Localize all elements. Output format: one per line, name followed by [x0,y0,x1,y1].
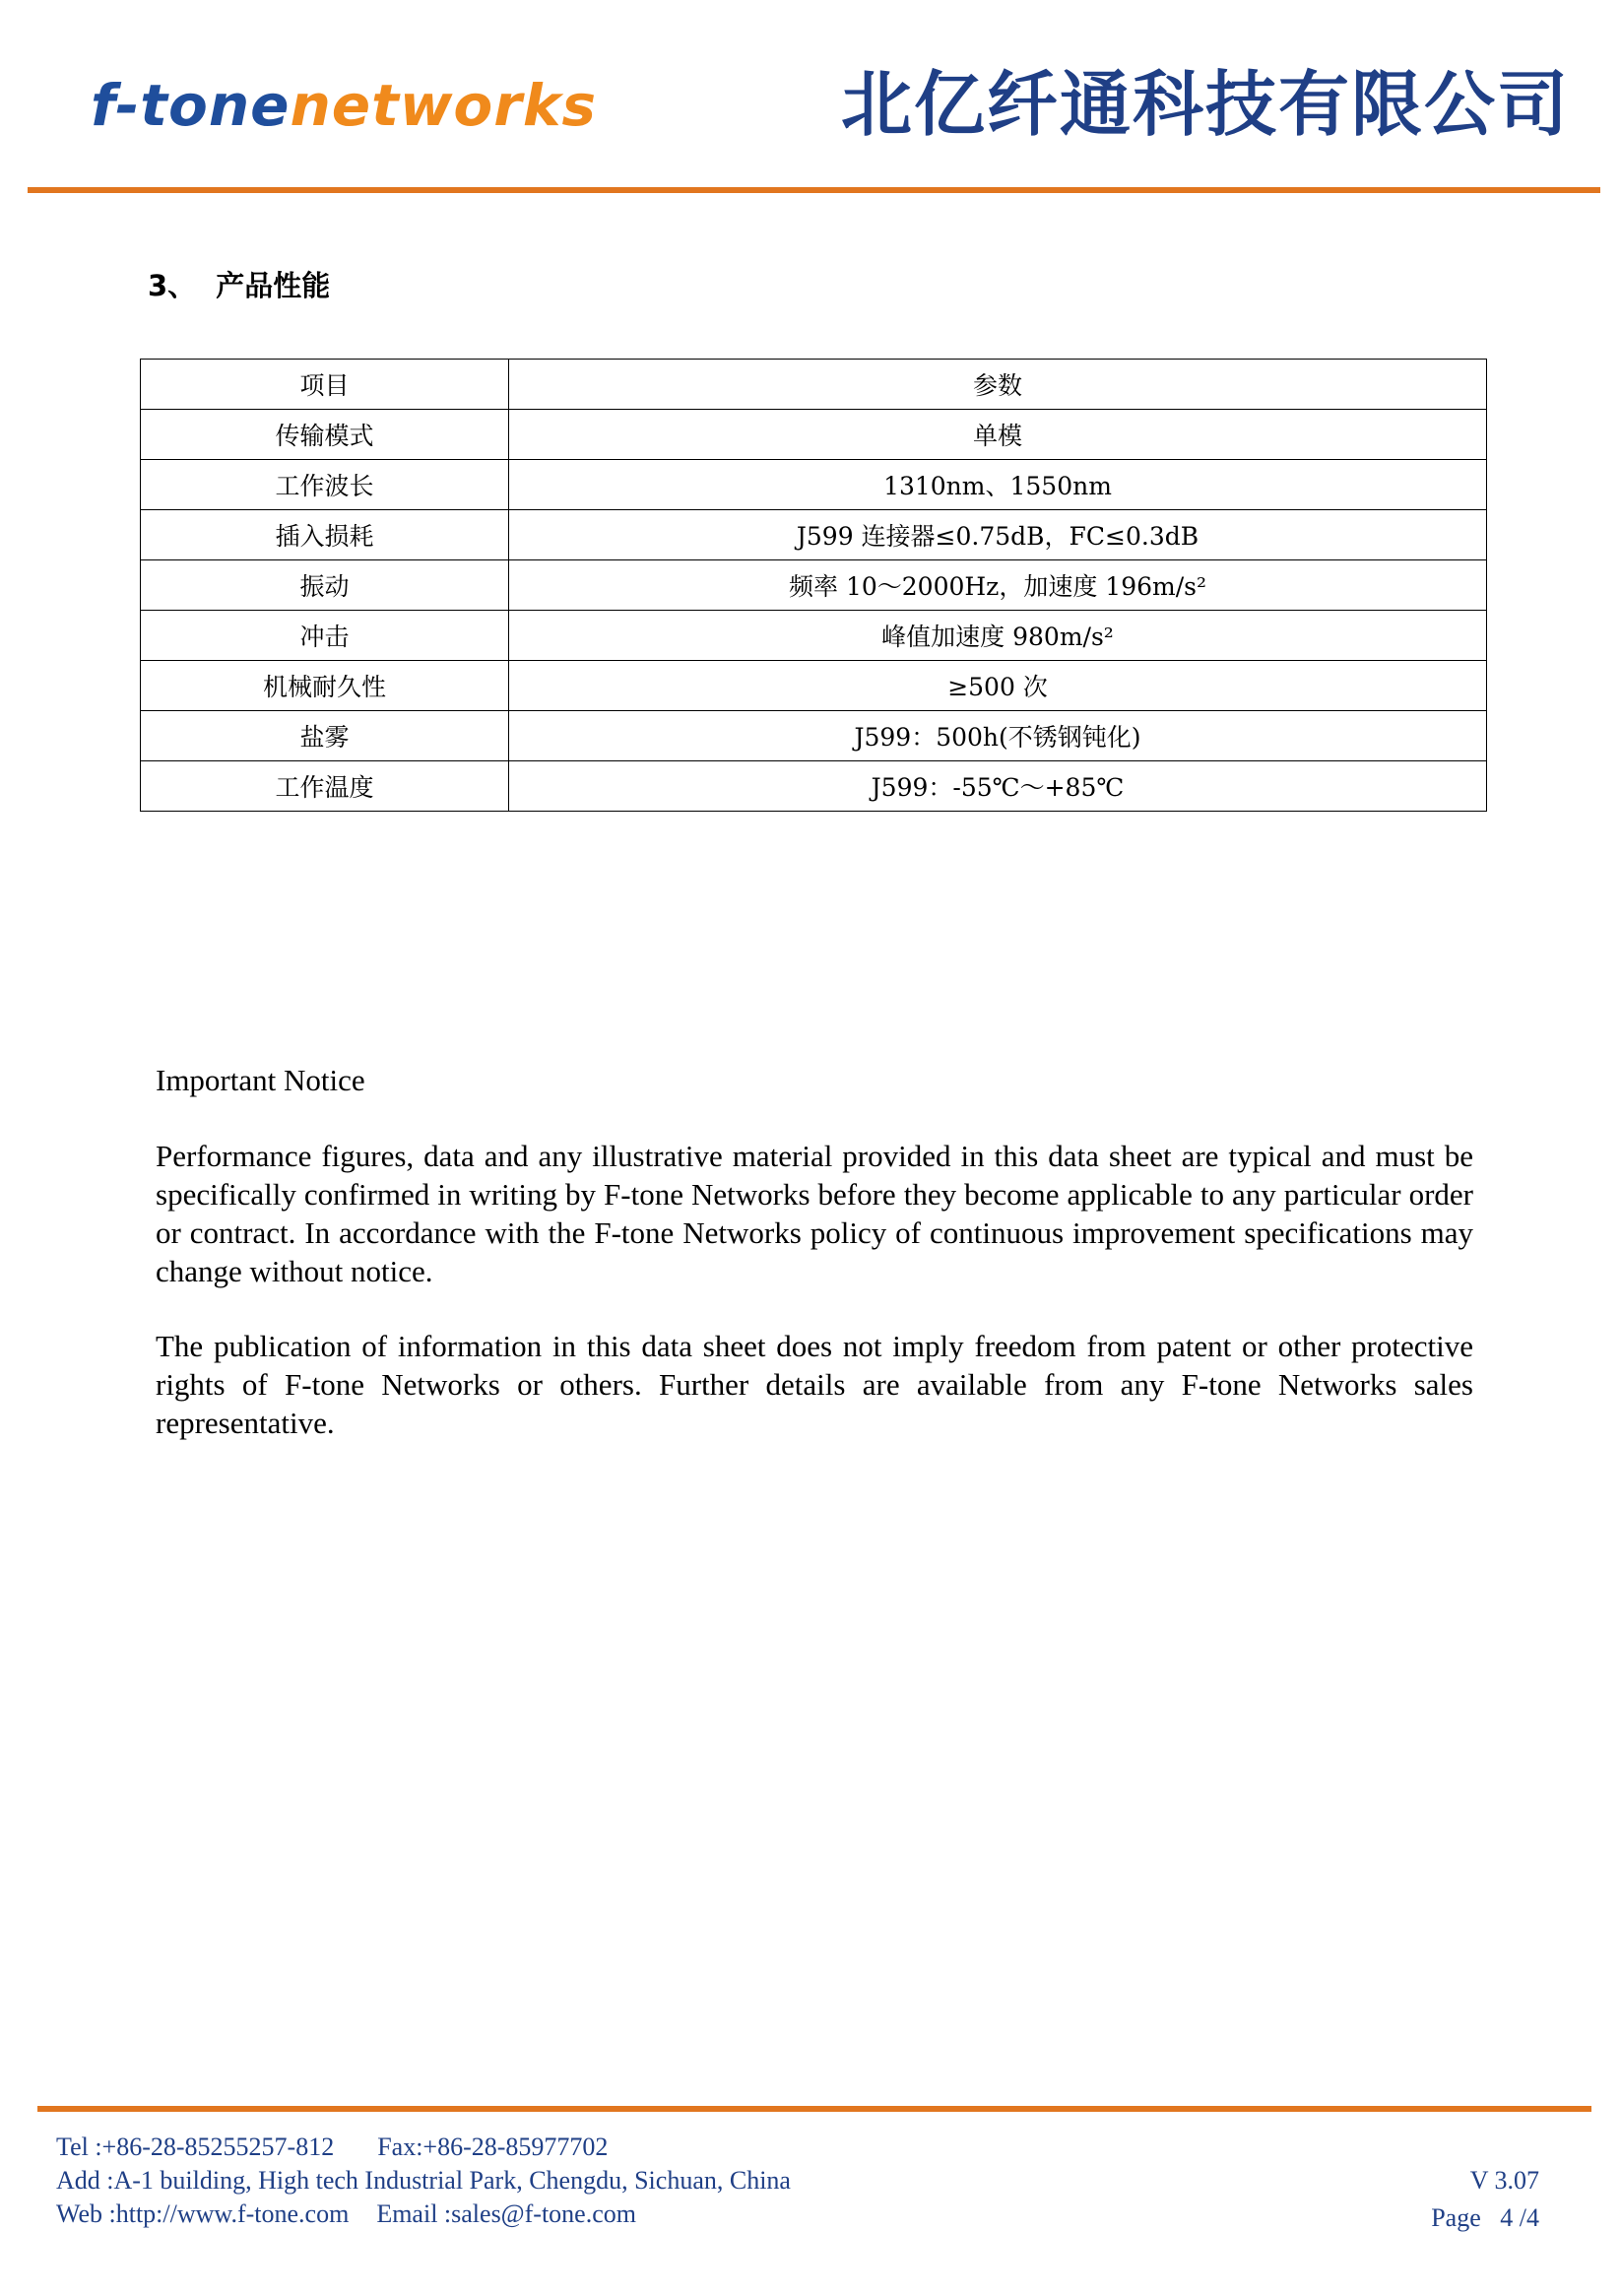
table-row [141,510,1487,560]
table-cell-item: 盐雾 [141,711,509,761]
footer-address: Add :A-1 building, High tech Industrial Park, Chengdu, Sichuan, China [56,2166,791,2195]
table-cell-param: J599：-55℃～+85℃ [509,761,1487,812]
table-cell-item: 冲击 [141,611,509,661]
table-header-row [141,360,1487,410]
table-row [141,711,1487,761]
company-name: 北亿纤通科技有限公司 [840,62,1570,146]
table-cell-item: 工作温度 [141,761,509,812]
table-cell-item: 机械耐久性 [141,661,509,711]
footer-divider [37,2106,1591,2112]
notice-paragraph-1: Performance figures, data and any illustrative material provided in this data sheet are typical and must be specifically confirmed in writing by F-tone Networks before they become applicable to any particular order or contract. In accordance with the F-tone Networks policy of continuous improvement specifications may change without notice. [156,1139,1473,1288]
table-cell-item: 工作波长 [141,460,509,510]
table-cell-param: J599：500h(不锈钢钝化) [509,711,1487,761]
table-cell-param: J599 连接器≤0.75dB，FC≤0.3dB [509,510,1487,560]
footer-contact-line [56,2131,608,2164]
table-cell-param: 单模 [509,410,1487,460]
table-row [141,560,1487,611]
table-row [141,611,1487,661]
notice-title: Important Notice [156,1063,365,1097]
table-header-cell: 参数 [509,360,1487,410]
table-cell-param: 峰值加速度 980m/s² [509,611,1487,661]
logo-text-ftone: f-tone [91,72,291,139]
footer-page-number: 4 [1500,2203,1514,2232]
footer-fax: Fax:+86-28-85977702 [377,2132,609,2161]
notice-paragraph-2: The publication of information in this data sheet does not imply freedom from patent or other protective rights of F-tone Networks or others. Further details are available from any F-tone Networks sales representative. [156,1329,1473,1440]
footer-page-label: Page [1431,2203,1481,2232]
footer-tel: Tel :+86-28-85255257-812 [56,2132,335,2161]
footer-page-total: /4 [1519,2203,1539,2232]
table-row [141,761,1487,812]
footer-page-indicator [1431,2201,1539,2235]
footer-web-line [56,2198,636,2231]
table-row [141,460,1487,510]
table-row [141,410,1487,460]
section-title: 产品性能 [216,269,331,302]
table-cell-param: 1310nm、1550nm [509,460,1487,510]
footer-version: V 3.07 [1469,2166,1539,2195]
table-header-cell: 项目 [141,360,509,410]
spec-table [140,359,1487,812]
logo-text-networks: networks [290,72,597,139]
company-logo [91,72,597,139]
table-cell-item: 传输模式 [141,410,509,460]
table-row [141,661,1487,711]
table-cell-item: 振动 [141,560,509,611]
table-cell-param: 频率 10～2000Hz，加速度 196m/s² [509,560,1487,611]
section-heading [148,264,330,304]
footer-web: Web :http://www.f-tone.com [56,2199,350,2228]
table-cell-param: ≥500 次 [509,661,1487,711]
header-divider [28,187,1600,193]
footer-email: Email :sales@f-tone.com [376,2199,636,2228]
table-cell-item: 插入损耗 [141,510,509,560]
section-number: 3、 [148,269,197,302]
